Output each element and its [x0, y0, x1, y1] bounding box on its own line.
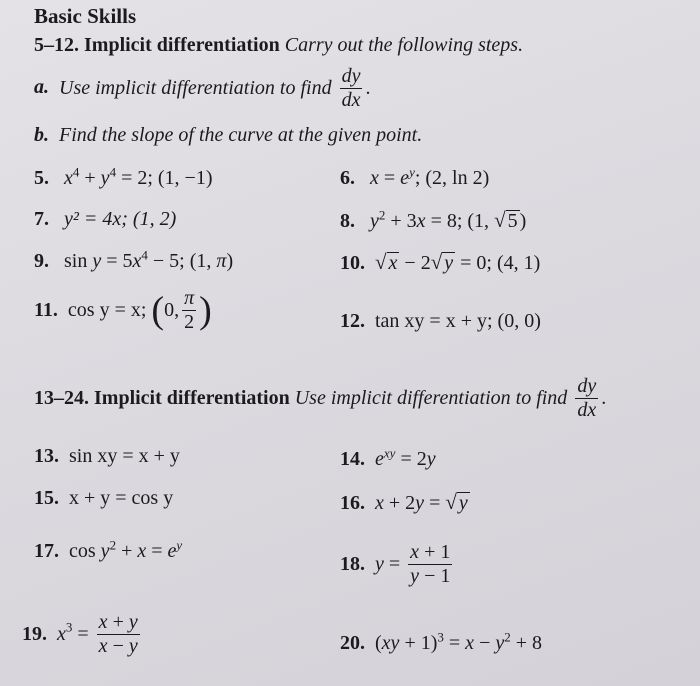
exercise-5-x: x	[64, 167, 73, 189]
section-title: Basic Skills	[34, 4, 137, 28]
header-5-12	[34, 34, 523, 57]
header-13-24-label: 13–24. Implicit differentiation	[34, 387, 290, 409]
exercise-number: 16.	[340, 492, 365, 514]
exercise-number: 12.	[340, 310, 365, 332]
dy-dx-fraction	[575, 376, 598, 421]
exercise-number: 7.	[34, 208, 49, 230]
exercise-11-text: cos y = x;	[67, 299, 147, 321]
exercise-number: 5.	[34, 167, 49, 189]
step-b	[34, 124, 422, 147]
exercise-12-text: tan xy = x + y; (0, 0)	[375, 310, 541, 332]
exercise-number: 20.	[340, 632, 365, 654]
dx-denominator: dx	[577, 399, 597, 421]
exercise-17: 17. $\cos y^2 + x = e^y$	[34, 537, 183, 562]
exercise-19: 19. $x^3$ = $\frac{x + y}{x - y}$	[22, 611, 138, 657]
exercise-12	[340, 310, 541, 333]
exercise-number: 9.	[34, 250, 49, 272]
header-5-12-label: 5–12. Implicit differentiation	[34, 34, 280, 56]
step-a-text: Use implicit differentiation to find	[59, 77, 332, 99]
exercise-15	[34, 487, 173, 510]
exercise-10: 10. √ x − 2√ y = 0; (4, 1)	[340, 250, 541, 274]
exercise-number: 19.	[22, 623, 47, 645]
exercise-number: 18.	[340, 553, 365, 575]
exercise-7-text: y² = 4x; (1, 2)	[64, 208, 177, 230]
exercise-16: 16. x + 2y = √ y	[340, 490, 468, 514]
exercise-15-text: x + y = cos y	[69, 487, 174, 509]
exercise-11: 11. cos y = x; (0, $\frac{\pi}{2}$ )	[34, 287, 212, 333]
header-13-24-instruction: Use implicit differentiation to find	[294, 387, 568, 409]
dy-numerator: dy	[341, 65, 361, 87]
exercise-number: 17.	[34, 540, 59, 562]
step-a: a. Use implicit differentiation to find $\frac{dy}{dx}$ .	[34, 65, 371, 111]
step-b-label: b.	[34, 124, 49, 146]
header-5-12-instruction: Carry out the following steps.	[284, 34, 524, 56]
step-a-label: a.	[34, 76, 49, 99]
exercise-14: 14. $e^{xy} = 2y$	[340, 445, 436, 470]
exercise-5: 5. $x^4 + y^4 = 2$; (1, −1)	[34, 164, 213, 189]
exercise-number: 6.	[340, 167, 355, 189]
exercise-number: 8.	[340, 210, 355, 232]
step-b-text: Find the slope of the curve at the given point.	[59, 124, 423, 146]
exercise-18: 18. y = $\frac{x + 1}{y - 1}$	[340, 541, 451, 587]
exercise-number: 14.	[340, 448, 365, 470]
dy-numerator: dy	[577, 375, 597, 397]
exercise-13	[34, 445, 180, 468]
exercise-number: 11.	[34, 299, 58, 321]
exercise-8: 8. $y^2 + 3x = 8$; (1, √ 5 )	[340, 207, 527, 232]
exercise-9: 9. $\sin y = 5x^4 - 5$; (1, π)	[34, 247, 234, 272]
dx-denominator: dx	[341, 89, 361, 111]
exercise-6: 6. $x = e^y$; (2, ln 2)	[340, 164, 490, 189]
exercise-number: 10.	[340, 252, 365, 274]
exercise-20: 20. $(xy + 1)^3 = x - y^2 + 8$	[340, 629, 543, 654]
exercise-13-text: sin xy = x + y	[69, 445, 180, 467]
exercise-7	[34, 208, 176, 231]
dy-dx-fraction	[340, 66, 363, 111]
header-13-24: 13–24. Implicit differentiation Use implicit differentiation to find $\frac{dy}{dx}$ .	[34, 375, 607, 421]
exercise-number: 13.	[34, 445, 59, 467]
exercise-number: 15.	[34, 487, 59, 509]
